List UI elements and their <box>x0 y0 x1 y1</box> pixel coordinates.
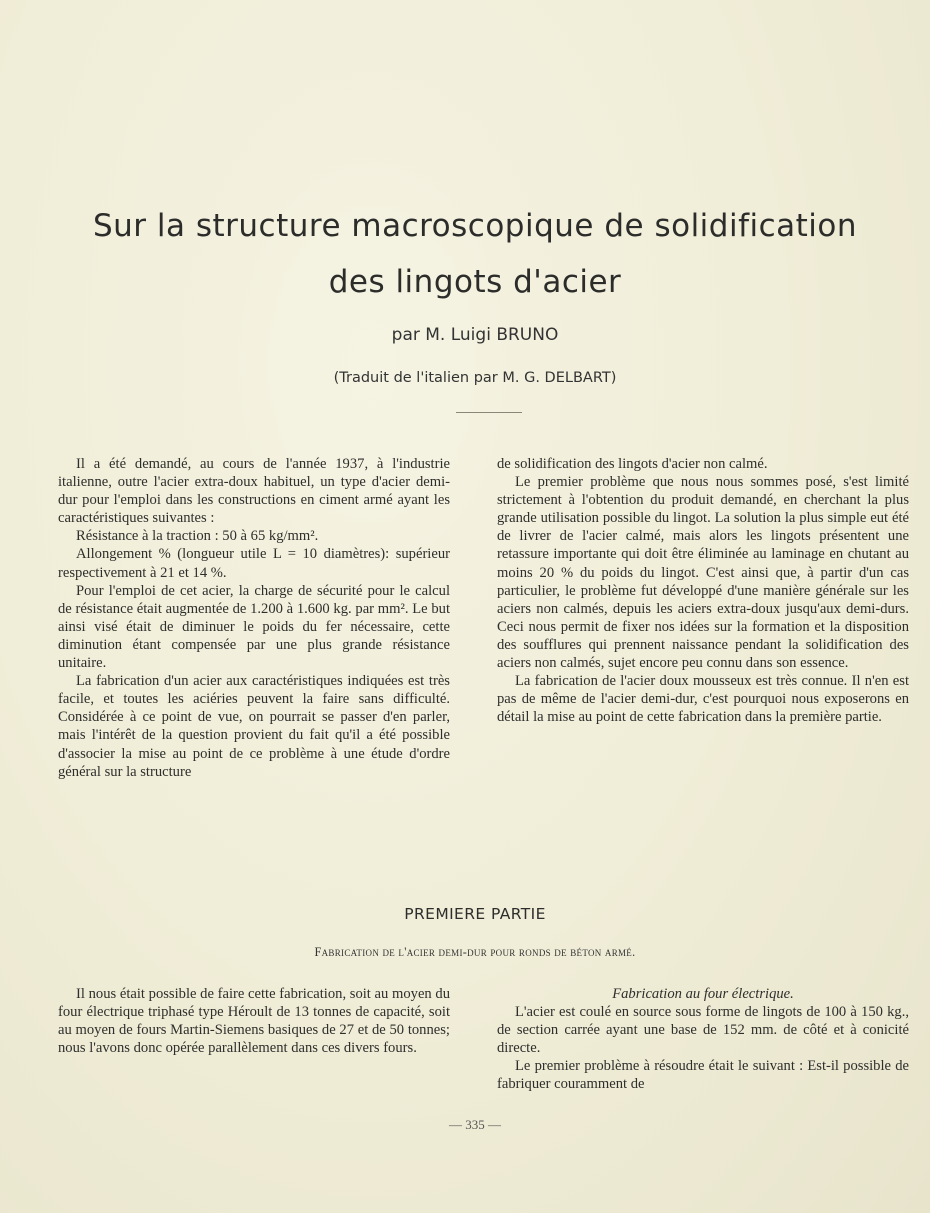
paragraph: Le premier problème que nous nous sommes posé, s'est limité strictement à l'obtention du produit demandé, en cherchant la plus grande utilisation possible du lingot. La solution la plus simple eut été de livrer de l'acier calmé, mais alors les lingots présentent une retassure importante qui doit être éliminée au laminage en chutant au moins 20 % du poids du lingot. C'est ainsi que, à partir d'un cas particulier, le problème fut développé d'une manière générale sur les aciers non calmés, depuis les aciers extra-doux jusqu'aux demi-durs. Ceci nous permit de fixer nos idées sur la formation et la disposition des soufflures qui prennent naissance pendant la solidification des aciers non calmés, sujet encore peu connu dans son essence. <box>497 474 909 672</box>
paragraph: Pour l'emploi de cet acier, la charge de sécurité pour le calcul de résistance était augmentée de 1.200 à 1.600 kg. par mm². Le but ainsi visé était de diminuer le poids du fer nécessaire, cette diminution étant compensée par une plus grande résistance unitaire. <box>58 582 450 672</box>
article-title-line-1: Sur la structure macroscopique de solidification <box>92 208 858 244</box>
section-title: PREMIERE PARTIE <box>404 905 546 923</box>
paragraph: Allongement % (longueur utile L = 10 diamètres): supérieur respectivement à 21 et 14 %. <box>58 546 450 581</box>
paragraph: de solidification des lingots d'acier non calmé. <box>497 456 768 472</box>
intro-left-column <box>58 455 450 781</box>
intro-right-column <box>497 455 909 726</box>
subsection-heading: Fabrication au four électrique. <box>612 986 794 1002</box>
paragraph: Il a été demandé, au cours de l'année 1937, à l'industrie italienne, outre l'acier extra-doux habituel, un type d'acier demi-dur pour l'emploi dans les constructions en ciment armé ayant les caractéristiques suivantes : <box>58 456 450 527</box>
section-subtitle: Fabrication de l'acier demi-dur pour ronds de béton armé. <box>314 945 636 959</box>
paragraph: Le premier problème à résoudre était le suivant : Est-il possible de fabriquer couramment de <box>497 1058 909 1093</box>
paragraph: La fabrication de l'acier doux mousseux est très connue. Il n'en est pas de même de l'acier demi-dur, c'est pourquoi nous exposerons en détail la mise au point de cette fabrication dans la première partie. <box>497 673 909 726</box>
paragraph: La fabrication d'un acier aux caractéristiques indiquées est très facile, et toutes les aciéries peuvent la faire sans difficulté. Considérée à ce point de vue, on pourrait se passer d'en parler, mais l'intérêt de la question provient du fait qu'il a été possible d'associer la mise au point de ce problème à une étude d'ordre général sur la structure <box>58 673 450 780</box>
page-number: — 335 — <box>449 1117 501 1132</box>
paragraph: L'acier est coulé en source sous forme de lingots de 100 à 150 kg., de section carrée ayant une base de 152 mm. de côté et à conicité directe. <box>497 1004 909 1057</box>
paragraph: Il nous était possible de faire cette fabrication, soit au moyen du four électrique triphasé type Héroult de 13 tonnes de capacité, soit au moyen de fours Martin-Siemens basiques de 27 et de 50 tonnes; nous l'avons donc opérée parallèlement dans ces divers fours. <box>58 986 450 1057</box>
part1-left-column <box>58 985 450 1057</box>
title-divider <box>456 412 522 413</box>
author-byline: par M. Luigi BRUNO <box>391 325 559 345</box>
part1-right-column <box>497 985 909 1094</box>
translator-credit: (Traduit de l'italien par M. G. DELBART) <box>333 370 617 386</box>
paragraph: Résistance à la traction : 50 à 65 kg/mm². <box>76 528 319 545</box>
article-title-line-2: des lingots d'acier <box>328 264 622 300</box>
